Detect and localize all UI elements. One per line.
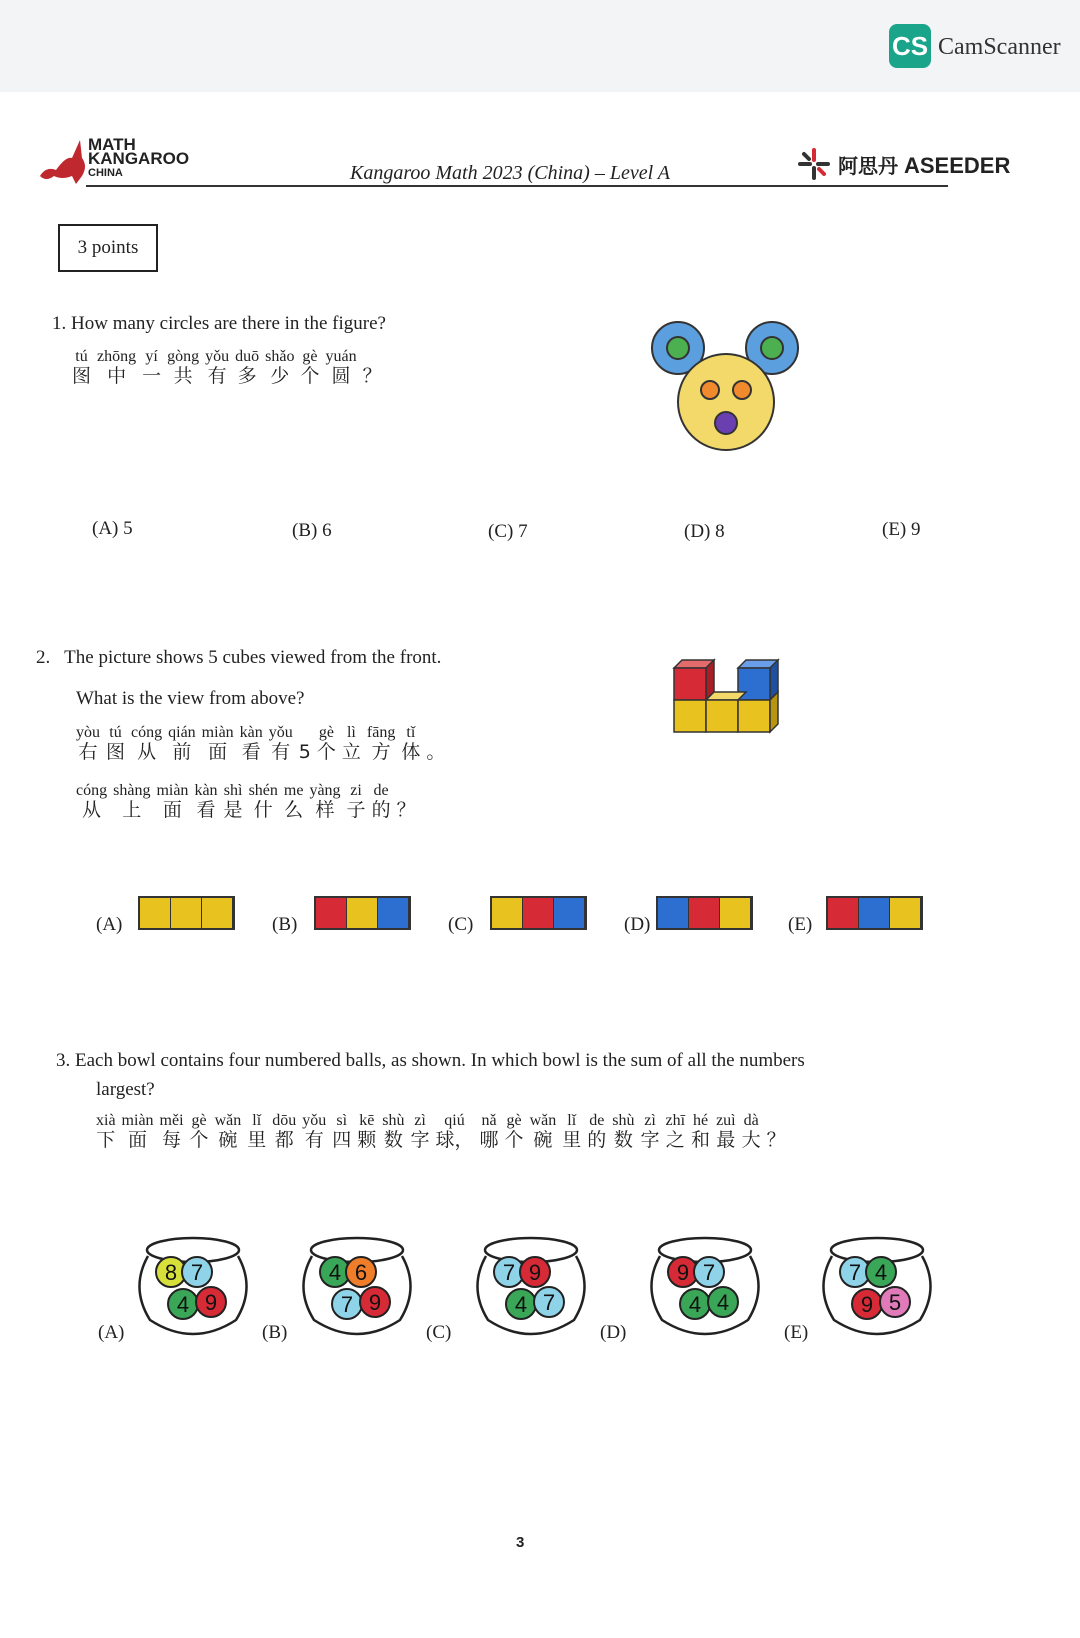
pinyin-cell xyxy=(302,1112,326,1151)
hanzi-char: 下 xyxy=(96,1129,116,1151)
hanzi-char: 子 xyxy=(346,799,366,821)
pinyin-cell xyxy=(284,782,304,821)
pinyin-syllable: miàn xyxy=(201,724,234,741)
pinyin-cell xyxy=(167,348,199,387)
pinyin-cell xyxy=(397,782,416,821)
pinyin-cell xyxy=(357,1112,376,1151)
hanzi-char: 少 xyxy=(270,365,290,387)
pinyin-syllable: gè xyxy=(191,1112,207,1129)
pinyin-cell xyxy=(691,1112,710,1151)
pinyin-syllable: shù xyxy=(612,1112,635,1129)
pinyin-cell xyxy=(372,782,391,821)
hanzi-char: 球， xyxy=(435,1129,474,1151)
pinyin-cell xyxy=(190,1112,209,1151)
q3-bowl-c[interactable] xyxy=(466,1228,596,1348)
hanzi-char: 个 xyxy=(504,1129,524,1151)
pinyin-syllable: lǐ xyxy=(567,1112,577,1129)
cube-top-square xyxy=(347,898,378,928)
hanzi-char: 看 xyxy=(241,741,261,763)
hanzi-char: 碗 xyxy=(218,1129,238,1151)
hanzi-char: 哪 xyxy=(479,1129,499,1151)
cube-top-square xyxy=(720,898,751,928)
pinyin-cell xyxy=(382,1112,404,1151)
q1-face-circle xyxy=(678,354,774,450)
pinyin-syllable xyxy=(303,724,307,742)
cube-top-square xyxy=(171,898,202,928)
pinyin-syllable: yòu xyxy=(76,724,100,741)
pinyin-syllable: shù xyxy=(382,1112,405,1129)
pinyin-syllable: kàn xyxy=(194,782,218,799)
pinyin-syllable: wǎn xyxy=(529,1112,557,1129)
hanzi-char: 和 xyxy=(691,1129,711,1151)
header-rule xyxy=(86,185,948,187)
q1-option-d[interactable]: (D) 8 xyxy=(684,521,725,542)
pinyin-syllable: tǐ xyxy=(406,724,416,741)
hanzi-char: 之 xyxy=(665,1129,685,1151)
pinyin-cell xyxy=(113,782,150,821)
hanzi-char: 从 xyxy=(137,741,157,763)
q1-option-c[interactable]: (C) 7 xyxy=(488,521,528,542)
pinyin-syllable: yǒu xyxy=(205,348,230,365)
hanzi-char: 从 xyxy=(82,799,102,821)
hanzi-char: 方 xyxy=(371,741,391,763)
pinyin-syllable: nǎ xyxy=(481,1112,497,1129)
q2-option-strip-b[interactable] xyxy=(314,896,411,930)
pinyin-cell xyxy=(96,1112,116,1151)
hanzi-char: 是 xyxy=(223,799,243,821)
ball-number: 4 xyxy=(328,1260,342,1285)
pinyin-syllable xyxy=(404,782,408,800)
q3-text: 3. Each bowl contains four numbered balls, as shown. In which bowl is the sum of all the numbers xyxy=(56,1050,805,1071)
hanzi-char: 字 xyxy=(640,1129,660,1151)
hanzi-char: ？ xyxy=(766,1129,786,1151)
pinyin-syllable: zhī xyxy=(665,1112,686,1129)
ball-number: 5 xyxy=(888,1290,902,1315)
ball-number: 7 xyxy=(502,1260,516,1285)
q1-pinyin xyxy=(72,348,388,387)
pinyin-cell xyxy=(122,1112,154,1151)
pinyin-syllable: yí xyxy=(145,348,158,365)
q3-option-label-a[interactable]: (A) xyxy=(98,1322,125,1343)
hanzi-char: 圆 xyxy=(331,365,351,387)
pinyin-cell xyxy=(300,348,319,387)
pinyin-syllable: dà xyxy=(743,1112,759,1129)
pinyin-cell xyxy=(612,1112,634,1151)
page-number: 3 xyxy=(516,1534,525,1551)
pinyin-cell xyxy=(587,1112,606,1151)
q1-mouth-circle xyxy=(715,412,737,434)
pinyin-syllable: shàng xyxy=(113,782,151,799)
header-title: Kangaroo Math 2023 (China) – Level A xyxy=(350,162,670,184)
hanzi-char: 多 xyxy=(237,365,257,387)
ball-number: 7 xyxy=(848,1260,862,1285)
pinyin-syllable: yàng xyxy=(309,782,341,799)
q3-option-label-d[interactable]: (D) xyxy=(600,1322,627,1343)
pinyin-cell xyxy=(666,1112,686,1151)
pinyin-syllable: shì xyxy=(223,782,243,799)
pinyin-cell xyxy=(363,348,382,387)
hanzi-char: 图 xyxy=(106,741,126,763)
q3-bowl-b[interactable] xyxy=(292,1228,422,1348)
q1-option-e[interactable]: (E) 9 xyxy=(882,519,921,540)
hanzi-char: 看 xyxy=(196,799,216,821)
pinyin-syllable: shǎo xyxy=(265,348,295,365)
hanzi-char: 里 xyxy=(247,1129,267,1151)
pinyin-cell xyxy=(436,1112,474,1151)
q2-text: 2. The picture shows 5 cubes viewed from the front. xyxy=(36,647,442,668)
q3-bowl-e[interactable] xyxy=(812,1228,942,1348)
pinyin-syllable: gòng xyxy=(167,348,200,365)
q1-left-eye-circle xyxy=(701,381,719,399)
q1-left-ear-inner-circle xyxy=(667,337,689,359)
pinyin-cell xyxy=(156,782,188,821)
pinyin-syllable xyxy=(774,1112,778,1130)
pinyin-cell xyxy=(347,782,366,821)
hanzi-char: 一 xyxy=(142,365,162,387)
pinyin-cell xyxy=(194,782,217,821)
ball-number: 8 xyxy=(164,1260,178,1285)
ball-number: 4 xyxy=(514,1292,528,1317)
hanzi-char: 么 xyxy=(284,799,304,821)
cube-top-square xyxy=(828,898,859,928)
pinyin-cell xyxy=(480,1112,499,1151)
pinyin-cell xyxy=(401,724,420,763)
q3-bowl-d[interactable] xyxy=(640,1228,770,1348)
pinyin-syllable xyxy=(370,348,374,366)
pinyin-cell xyxy=(299,724,311,763)
q2-option-strip-d[interactable] xyxy=(656,896,753,930)
pinyin-cell xyxy=(767,1112,786,1151)
q2-option-label-d[interactable]: (D) xyxy=(624,914,651,935)
pinyin-syllable: kàn xyxy=(239,724,263,741)
hanzi-char: 个 xyxy=(316,741,336,763)
hanzi-char: 个 xyxy=(189,1129,209,1151)
pinyin-cell xyxy=(742,1112,761,1151)
q1-option-b[interactable]: (B) 6 xyxy=(292,520,332,541)
hanzi-char: 右 xyxy=(78,741,98,763)
hanzi-char: 上 xyxy=(122,799,142,821)
pinyin-syllable: xià xyxy=(96,1112,116,1129)
pinyin-cell xyxy=(309,782,340,821)
hanzi-char: 有 xyxy=(304,1129,324,1151)
pinyin-syllable: lǐ xyxy=(252,1112,262,1129)
q2-option-strip-a[interactable] xyxy=(138,896,235,930)
q2-pinyin-2 xyxy=(76,782,422,821)
q2-subtext: What is the view from above? xyxy=(76,688,305,709)
hanzi-char: 有 xyxy=(271,741,291,763)
hanzi-char: 的 xyxy=(371,799,391,821)
ball-number: 4 xyxy=(874,1260,888,1285)
cube-top-square xyxy=(658,898,689,928)
pinyin-syllable: zhōng xyxy=(97,348,137,365)
q2-option-label-e[interactable]: (E) xyxy=(788,914,813,935)
pinyin-syllable: zì xyxy=(414,1112,426,1129)
pinyin-cell xyxy=(332,1112,351,1151)
hanzi-char: 面 xyxy=(128,1129,148,1151)
q3-bowl-a[interactable] xyxy=(128,1228,258,1348)
pinyin-cell xyxy=(215,1112,242,1151)
ball-number: 7 xyxy=(190,1260,204,1285)
q2-option-strip-c[interactable] xyxy=(490,896,587,930)
pinyin-cell xyxy=(272,1112,296,1151)
ball-number: 6 xyxy=(354,1260,368,1285)
q3-text-cont: largest? xyxy=(96,1079,155,1100)
hanzi-char: 的 xyxy=(587,1129,607,1151)
cube-top-square xyxy=(492,898,523,928)
pinyin-cell xyxy=(247,1112,266,1151)
hanzi-char: 都 xyxy=(274,1129,294,1151)
ball-number: 4 xyxy=(176,1292,190,1317)
pinyin-cell xyxy=(505,1112,524,1151)
ball-number: 9 xyxy=(676,1260,690,1285)
ball-number: 4 xyxy=(716,1290,730,1315)
pinyin-syllable: sì xyxy=(336,1112,348,1129)
pinyin-syllable: hé xyxy=(693,1112,709,1129)
pinyin-syllable: qiú xyxy=(444,1112,465,1129)
cube-top-square xyxy=(378,898,409,928)
hanzi-char: 什 xyxy=(253,799,273,821)
pinyin-syllable: miàn xyxy=(156,782,189,799)
hanzi-char: 碗 xyxy=(533,1129,553,1151)
pinyin-cell xyxy=(168,724,196,763)
pinyin-cell xyxy=(235,348,259,387)
pinyin-syllable: wǎn xyxy=(214,1112,242,1129)
pinyin-cell xyxy=(106,724,125,763)
hanzi-char: 5 xyxy=(298,741,311,763)
pinyin-cell xyxy=(249,782,278,821)
ball-number: 7 xyxy=(340,1292,354,1317)
pinyin-syllable xyxy=(434,724,438,742)
q2-option-strip-e[interactable] xyxy=(826,896,923,930)
q1-figure xyxy=(648,318,808,458)
pinyin-syllable: qián xyxy=(168,724,196,741)
pinyin-syllable: zi xyxy=(350,782,362,799)
ball-number: 7 xyxy=(542,1290,556,1315)
cube-top-square xyxy=(859,898,890,928)
pinyin-cell xyxy=(716,1112,736,1151)
pinyin-cell xyxy=(131,724,162,763)
pinyin-cell xyxy=(265,348,294,387)
ball-number: 9 xyxy=(368,1290,382,1315)
q1-right-eye-circle xyxy=(733,381,751,399)
hanzi-char: 个 xyxy=(300,365,320,387)
hanzi-char: 四 xyxy=(332,1129,352,1151)
pinyin-cell xyxy=(160,1112,184,1151)
cube-top-square xyxy=(554,898,585,928)
hanzi-char: 大 xyxy=(741,1129,761,1151)
q1-right-ear-inner-circle xyxy=(761,337,783,359)
math-kangaroo-wordmark: MATH KANGAROO CHINA xyxy=(88,135,190,179)
pinyin-cell xyxy=(426,724,445,763)
camscanner-logo-icon: CS xyxy=(889,24,931,68)
ball-number: 7 xyxy=(702,1260,716,1285)
cube-top-square xyxy=(316,898,347,928)
pinyin-cell xyxy=(530,1112,557,1151)
q2-option-label-a[interactable]: (A) xyxy=(96,914,123,935)
pinyin-syllable: tú xyxy=(109,724,122,741)
cube-top-square xyxy=(140,898,171,928)
pinyin-syllable: yǒu xyxy=(302,1112,327,1129)
pinyin-syllable: kē xyxy=(359,1112,375,1129)
pinyin-cell xyxy=(142,348,161,387)
hanzi-char: 里 xyxy=(562,1129,582,1151)
ball-number: 9 xyxy=(204,1290,218,1315)
pinyin-syllable: tú xyxy=(75,348,88,365)
pinyin-cell xyxy=(342,724,361,763)
pinyin-syllable: zuì xyxy=(716,1112,736,1129)
hanzi-char: 有 xyxy=(207,365,227,387)
points-section-label: 3 points xyxy=(58,224,158,272)
q1-text: 1. How many circles are there in the figure? xyxy=(52,313,386,334)
pinyin-cell xyxy=(76,782,107,821)
ball-number: 4 xyxy=(688,1292,702,1317)
pinyin-syllable: cóng xyxy=(76,782,108,799)
hanzi-char: 数 xyxy=(383,1129,403,1151)
hanzi-char: 面 xyxy=(208,741,228,763)
pinyin-cell xyxy=(317,724,336,763)
pinyin-syllable: gè xyxy=(302,348,318,365)
hanzi-char: 。 xyxy=(426,741,446,763)
hanzi-char: 立 xyxy=(341,741,361,763)
hanzi-char: 每 xyxy=(162,1129,182,1151)
pinyin-syllable: lì xyxy=(346,724,356,741)
ball-number: 9 xyxy=(528,1260,542,1285)
pinyin-syllable: yuán xyxy=(325,348,357,365)
cube-top-square xyxy=(523,898,554,928)
pinyin-cell xyxy=(640,1112,659,1151)
pinyin-cell xyxy=(325,348,356,387)
hanzi-char: 字 xyxy=(410,1129,430,1151)
pinyin-syllable: de xyxy=(589,1112,605,1129)
pinyin-cell xyxy=(269,724,293,763)
q2-cubes-figure xyxy=(666,656,786,736)
pinyin-syllable: yǒu xyxy=(268,724,293,741)
pinyin-cell xyxy=(72,348,91,387)
q2-option-label-b[interactable]: (B) xyxy=(272,914,298,935)
pinyin-syllable: me xyxy=(283,782,304,799)
pinyin-cell xyxy=(240,724,263,763)
hanzi-char: 前 xyxy=(172,741,192,763)
q3-option-label-c[interactable]: (C) xyxy=(426,1322,452,1343)
cube-top-square xyxy=(202,898,233,928)
pinyin-cell xyxy=(411,1112,430,1151)
hanzi-char: 样 xyxy=(315,799,335,821)
pinyin-syllable: duō xyxy=(235,348,260,365)
pinyin-cell xyxy=(367,724,395,763)
cube-top-square xyxy=(689,898,720,928)
pinyin-cell xyxy=(224,782,243,821)
pinyin-cell xyxy=(205,348,229,387)
pinyin-syllable: de xyxy=(373,782,389,799)
pinyin-syllable: fāng xyxy=(366,724,396,741)
pinyin-syllable: cóng xyxy=(131,724,163,741)
pinyin-syllable: miàn xyxy=(121,1112,154,1129)
hanzi-char: 中 xyxy=(107,365,127,387)
pinyin-cell xyxy=(562,1112,581,1151)
hanzi-char: 面 xyxy=(162,799,182,821)
q3-pinyin xyxy=(96,1112,792,1151)
cube-top-square xyxy=(890,898,921,928)
hanzi-char: 最 xyxy=(716,1129,736,1151)
hanzi-char: 体 xyxy=(401,741,421,763)
pinyin-cell xyxy=(97,348,136,387)
ball-number: 9 xyxy=(860,1292,874,1317)
q2-option-label-c[interactable]: (C) xyxy=(448,914,474,935)
pinyin-cell xyxy=(202,724,234,763)
aseeder-wordmark: 阿思丹 ASEEDER xyxy=(838,153,1011,178)
hanzi-char: 数 xyxy=(613,1129,633,1151)
hanzi-char: ？ xyxy=(396,799,416,821)
hanzi-char: 颗 xyxy=(357,1129,377,1151)
q3-option-label-e[interactable]: (E) xyxy=(784,1322,809,1343)
pinyin-cell xyxy=(76,724,100,763)
pinyin-syllable: měi xyxy=(159,1112,184,1129)
pinyin-syllable: dōu xyxy=(272,1112,297,1129)
aseeder-star-icon xyxy=(796,146,832,182)
pinyin-syllable: gè xyxy=(506,1112,522,1129)
pinyin-syllable: gè xyxy=(318,724,334,741)
q3-option-label-b[interactable]: (B) xyxy=(262,1322,288,1343)
camscanner-label: CamScanner xyxy=(938,34,1061,60)
pinyin-syllable: shén xyxy=(248,782,278,799)
q1-option-a[interactable]: (A) 5 xyxy=(92,518,133,539)
q2-pinyin-1 xyxy=(76,724,451,763)
hanzi-char: 共 xyxy=(173,365,193,387)
pinyin-syllable: zì xyxy=(644,1112,656,1129)
hanzi-char: ？ xyxy=(362,365,382,387)
hanzi-char: 图 xyxy=(72,365,92,387)
